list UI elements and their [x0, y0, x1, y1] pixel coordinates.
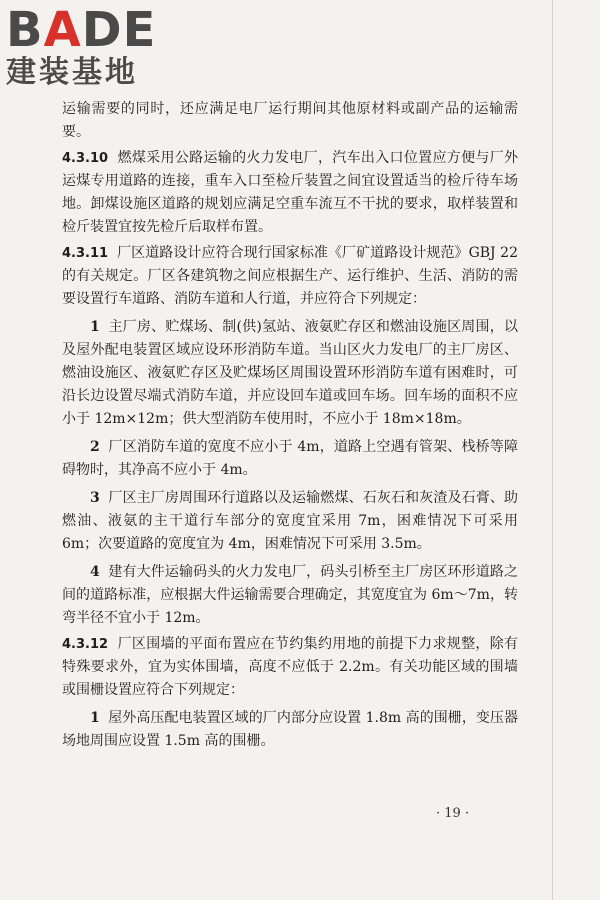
sub-item-3: 3 厂区主厂房周围环行道路以及运输燃煤、石灰石和灰渣及石膏、助燃油、液氨的主干道行车部分的宽度宜采用 7m，困难情况下可采用 6m；次要道路的宽度宜为 4m，困难情况下可采用 3.5m。 [62, 490, 519, 552]
page-edge-line [552, 0, 553, 900]
clause-text: 燃煤采用公路运输的火力发电厂，汽车出入口位置应方便与厂外运煤专用道路的连接，重车入口至检斤装置之间宜设置适当的检斤待车场地。卸煤设施区道路的规划应满足空重车流互不干扰的要求，取样装置和检斤装置宜按先检斤后取样布置。 [62, 150, 519, 235]
clause-number: 4.3.10 [62, 151, 109, 166]
logo-subtitle: 建装基地 [6, 55, 138, 90]
sub-item-2: 2 厂区消防车道的宽度不应小于 4m，道路上空遇有管架、栈桥等障碍物时，其净高不应小于 4m。 [62, 439, 519, 478]
clause-4-3-12 [62, 633, 518, 702]
sub-item-1: 1 屋外高压配电装置区域的厂内部分应设置 1.8m 高的围栅，变压器场地周围应设置 1.5m 高的围栅。 [62, 710, 518, 749]
sub-item-1: 1 主厂房、贮煤场、制(供)氢站、液氨贮存区和燃油设施区周围，以及屋外配电装置区域应设环形消防车道。当山区火力发电厂的主厂房区、燃油设施区、液氨贮存区及贮煤场区周围设置环形消防车道有困难时，可沿长边设置尽端式消防车道，并应设回车道或回车场。回车场的面积不应小于 12m×12m；供大型消防车使用时，不应小于 18m×18m。 [62, 319, 518, 427]
clause-number: 4.3.12 [62, 637, 109, 652]
logo-accent-letter: A [43, 2, 82, 58]
clause-4-3-10 [62, 147, 518, 239]
logo-mark: BADE [6, 2, 157, 58]
clause-number: 4.3.11 [62, 246, 109, 261]
document-body [62, 98, 518, 753]
bade-logo [6, 4, 176, 90]
clause-text: 厂区道路设计应符合现行国家标准《厂矿道路设计规范》GBJ 22 的有关规定。厂区各建筑物之间应根据生产、运行维护、生活、消防的需要设置行车道路、消防车道和人行道，并应符合下列规定： [62, 245, 518, 307]
sub-item-4: 4 建有大件运输码头的火力发电厂，码头引桥至主厂房区环形道路之间的道路标准，应根据大件运输需要合理确定，其宽度宜为 6m～7m，转弯半径不宜小于 12m。 [62, 564, 519, 626]
clause-text: 厂区围墙的平面布置应在节约集约用地的前提下力求规整，除有特殊要求外，宜为实体围墙，高度不应低于 2.2m。有关功能区域的围墙或围栅设置应符合下列规定： [62, 636, 519, 698]
clause-4-3-11 [62, 242, 518, 311]
paragraph-continuation: 运输需要的同时，还应满足电厂运行期间其他原材料或副产品的运输需要。 [62, 101, 518, 140]
page-number: · 19 · [436, 806, 470, 821]
